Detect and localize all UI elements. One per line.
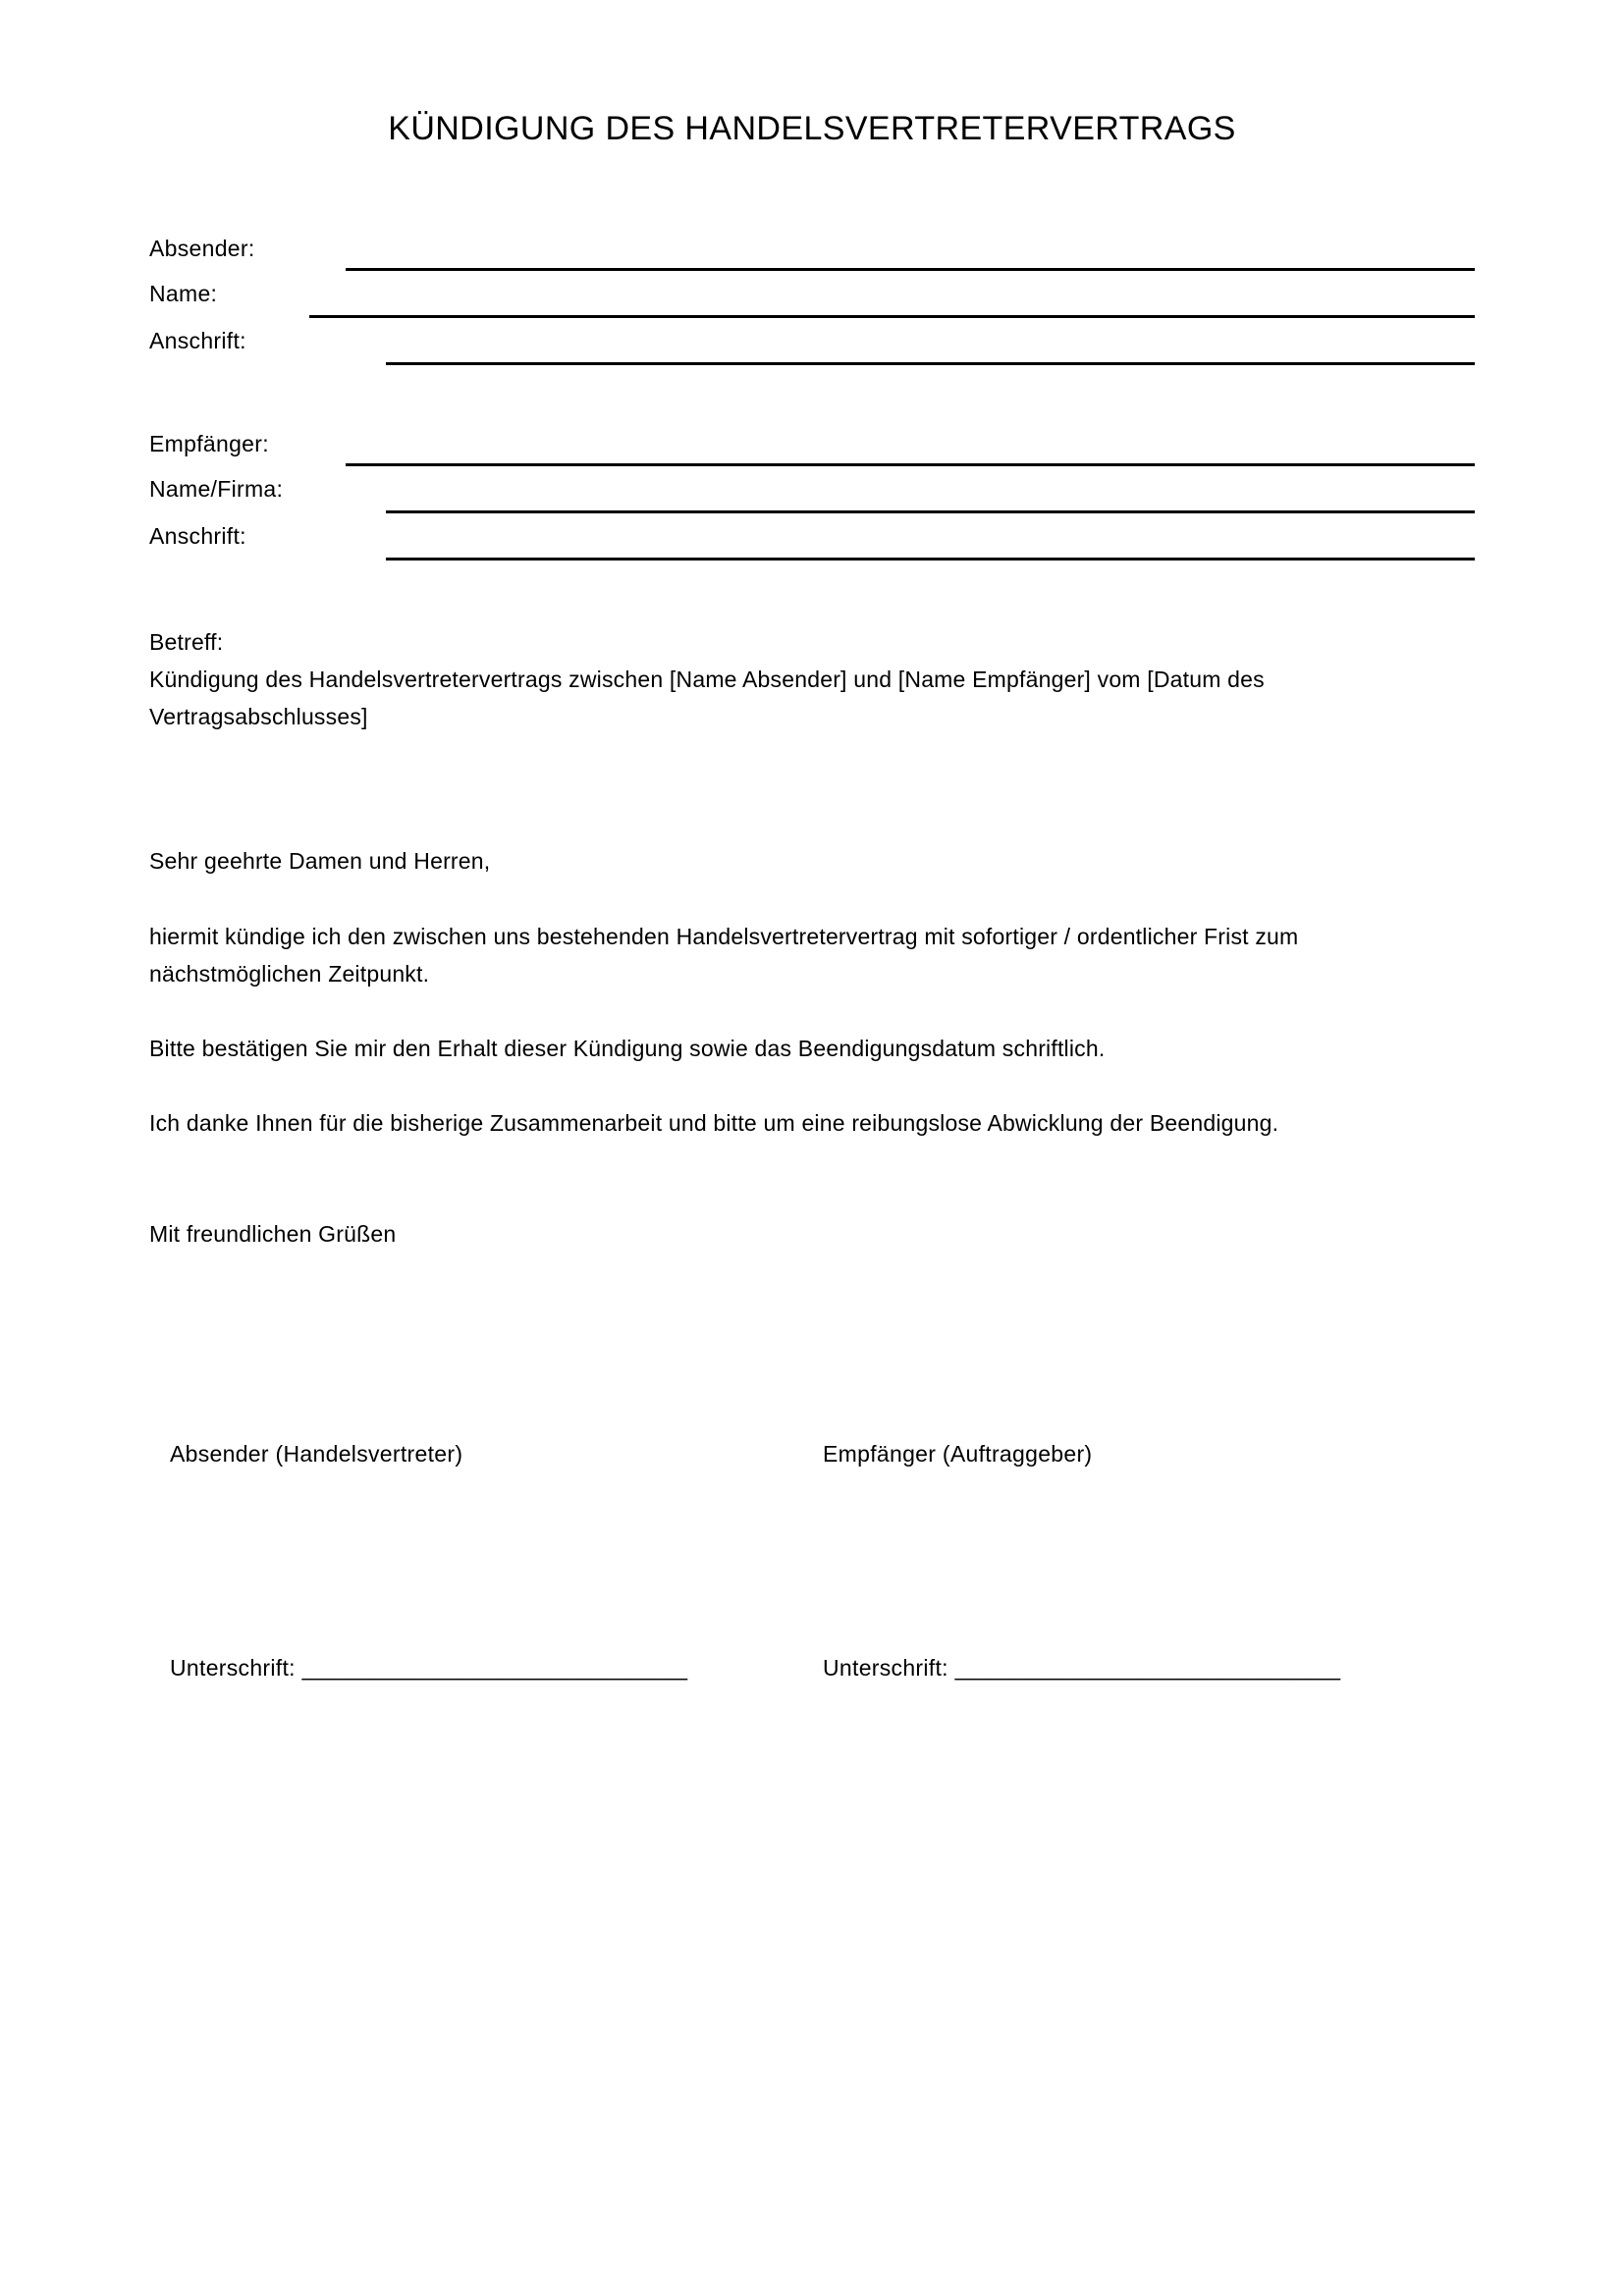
recipient-field-block	[149, 429, 1475, 568]
signature-field-sender[interactable]: Unterschrift: ______________________________	[170, 1655, 688, 1681]
letter-paragraph-1-wrap	[149, 918, 1470, 992]
page-title: KÜNDIGUNG DES HANDELSVERTRETERVERTRAGS	[388, 110, 1236, 147]
sender-anschrift-input-rule[interactable]	[386, 362, 1475, 365]
letter-paragraph-3-wrap	[149, 1104, 1357, 1142]
recipient-empfaenger-input-rule[interactable]	[346, 463, 1475, 466]
sender-row-anschrift	[149, 326, 1475, 373]
letter-body	[149, 842, 1470, 880]
sender-name-input-rule[interactable]	[309, 315, 1475, 318]
sender-field-block	[149, 234, 1475, 373]
signature-field-recipient[interactable]: Unterschrift: ______________________________	[823, 1655, 1341, 1681]
sender-anschrift-label: Anschrift:	[149, 328, 246, 353]
sender-row-absender	[149, 234, 1475, 279]
recipient-name-firma-input-rule[interactable]	[386, 510, 1475, 513]
signature-caption-sender: Absender (Handelsvertreter)	[170, 1441, 463, 1467]
letter-closing: Mit freundlichen Grüßen	[149, 1221, 397, 1247]
recipient-anschrift-input-rule[interactable]	[386, 558, 1475, 561]
recipient-row-name-firma	[149, 474, 1475, 521]
sender-absender-input-rule[interactable]	[346, 268, 1475, 271]
letter-paragraph-1: hiermit kündige ich den zwischen uns bestehenden Handelsvertretervertrag mit sofortiger / ordentlicher Frist zum nächstmöglichen Zeitpunkt.	[149, 924, 1299, 987]
recipient-anschrift-label: Anschrift:	[149, 523, 246, 549]
recipient-name-firma-label: Name/Firma:	[149, 476, 284, 502]
letter-paragraph-3: Ich danke Ihnen für die bisherige Zusammenarbeit und bitte um eine reibungslose Abwicklung der Beendigung.	[149, 1110, 1279, 1136]
letter-salutation: Sehr geehrte Damen und Herren,	[149, 848, 491, 874]
sender-name-label: Name:	[149, 281, 218, 306]
recipient-empfaenger-label: Empfänger:	[149, 431, 269, 456]
recipient-row-anschrift	[149, 521, 1475, 568]
subject-line: Kündigung des Handelsvertretervertrags zwischen [Name Absender] und [Name Empfänger] vom [Datum des Vertragsabschlusses]	[149, 667, 1265, 729]
letter-paragraph-2-wrap	[149, 1030, 1470, 1067]
letter-closing-wrap	[149, 1215, 1470, 1253]
sender-absender-label: Absender:	[149, 236, 255, 261]
subject-block	[149, 623, 1470, 735]
subject-label: Betreff:	[149, 629, 224, 655]
letter-paragraph-2: Bitte bestätigen Sie mir den Erhalt dieser Kündigung sowie das Beendigungsdatum schriftlich.	[149, 1036, 1106, 1061]
recipient-row-empfaenger	[149, 429, 1475, 474]
sender-row-name	[149, 279, 1475, 326]
signature-caption-recipient: Empfänger (Auftraggeber)	[823, 1441, 1093, 1467]
